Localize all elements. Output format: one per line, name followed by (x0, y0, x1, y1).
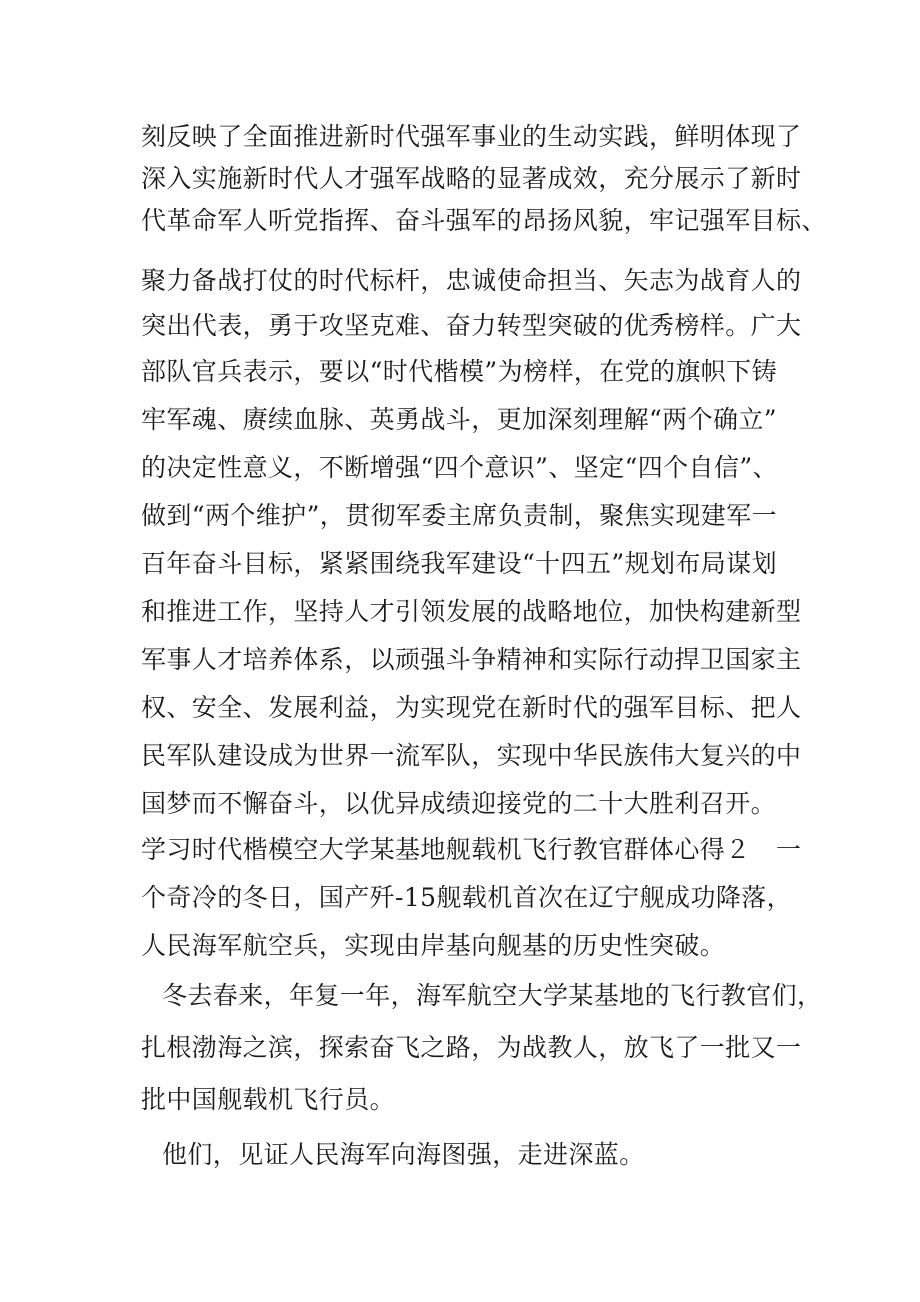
text-line: 批中国舰载机飞行员。 (141, 1085, 396, 1114)
text-line: 聚力备战打仗的时代标杆，忠诚使命担当、矢志为战育人的 (141, 266, 802, 295)
text-line: 代革命军人听党指挥、奋斗强军的昂扬风貌，牢记强军目标、 (141, 206, 827, 235)
text-line: 突出代表，勇于攻坚克难、奋力转型突破的优秀榜样。广大 (141, 311, 802, 340)
text-line: 做到“两个维护”，贯彻军委主席负责制，聚焦实现建军一 (141, 501, 777, 530)
text-line: 人民海军航空兵，实现由岸基向舰基的历史性突破。 (141, 931, 726, 960)
text-line: 的决定性意义，不断增强“四个意识”、坚定“四个自信”、 (141, 453, 778, 482)
text-line: 学习时代楷模空大学某基地舰载机飞行教官群体心得２ 一 (141, 835, 802, 864)
text-line: 和推进工作，坚持人才引领发展的战略地位，加快构建新型 (141, 597, 802, 626)
text-line: 民军队建设成为世界一流军队，实现中华民族伟大复兴的中 (141, 741, 802, 770)
text-line: 他们，见证人民海军向海图强，走进深蓝。 (162, 1140, 645, 1169)
text-line: 冬去春来，年复一年，海军航空大学某基地的飞行教官们， (162, 981, 823, 1010)
text-line: 深入实施新时代人才强军战略的显著成效，充分展示了新时 (141, 164, 802, 193)
text-line: 军事人才培养体系，以顽强斗争精神和实际行动捍卫国家主 (141, 645, 802, 674)
text-line: 国梦而不懈奋斗，以优异成绩迎接党的二十大胜利召开。 (141, 789, 777, 818)
text-line: 刻反映了全面推进新时代强军事业的生动实践，鲜明体现了 (141, 122, 802, 151)
text-line: 部队官兵表示，要以“时代楷模”为榜样，在党的旗帜下铸 (141, 357, 777, 386)
text-line: 百年奋斗目标，紧紧围绕我军建设“十四五”规划布局谋划 (141, 549, 777, 578)
text-line: 权、安全、发展利益，为实现党在新时代的强军目标、把人 (141, 693, 802, 722)
text-line: 个奇冷的冬日，国产歼-15舰载机首次在辽宁舰成功降落， (141, 883, 793, 912)
text-line: 扎根渤海之滨，探索奋飞之路，为战教人，放飞了一批又一 (141, 1033, 802, 1062)
text-line: 牢军魂、赓续血脉、英勇战斗，更加深刻理解“两个确立” (141, 405, 777, 434)
